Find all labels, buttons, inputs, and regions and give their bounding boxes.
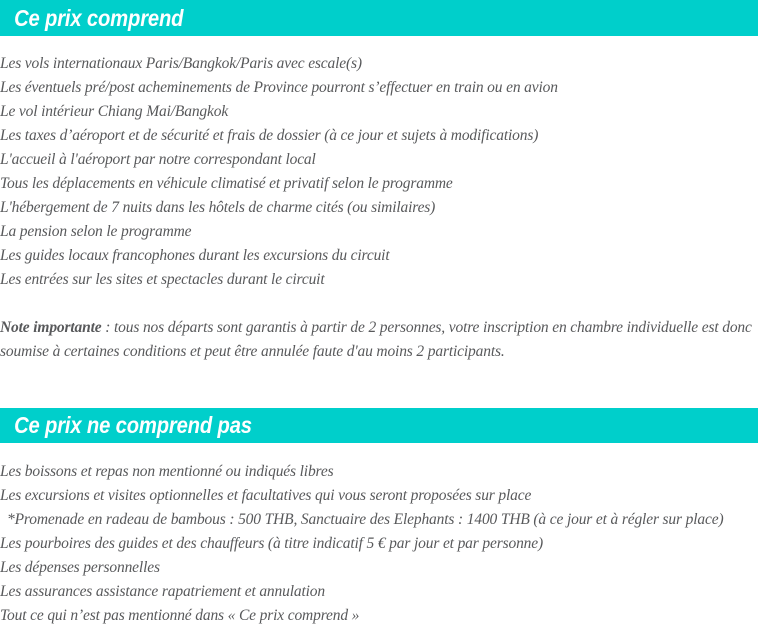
list-item: Les guides locaux francophones durant les excursions du circuit [0, 247, 390, 264]
list-item: L'accueil à l'aéroport par notre correspondant local [0, 151, 316, 168]
list-item: Tout ce qui n’est pas mentionné dans « Ce prix comprend » [0, 607, 360, 624]
excluded-items-list [0, 460, 758, 628]
list-item: Les boissons et repas non mentionné ou indiqués libres [0, 463, 334, 480]
list-item: L'hébergement de 7 nuits dans les hôtels de charme cités (ou similaires) [0, 199, 436, 216]
list-item-sub: *Promenade en radeau de bambous : 500 THB, Sanctuaire des Elephants : 1400 THB (à ce jour et à régler sur place) [7, 511, 724, 528]
list-item: Les vols internationaux Paris/Bangkok/Paris avec escale(s) [0, 55, 362, 72]
section-header-excluded-title: Ce prix ne comprend pas [14, 412, 252, 438]
included-items-list [0, 52, 758, 292]
list-item: Les taxes d’aéroport et de sécurité et frais de dossier (à ce jour et sujets à modifications) [0, 127, 539, 144]
list-item: Le vol intérieur Chiang Mai/Bangkok [0, 103, 229, 120]
list-item: Les dépenses personnelles [0, 559, 160, 576]
list-item: Les excursions et visites optionnelles et facultatives qui vous seront proposées sur place [0, 487, 532, 504]
section-header-included [0, 0, 758, 36]
list-item: Les éventuels pré/post acheminements de Province pourront s’effectuer en train ou en avion [0, 79, 558, 96]
important-note-label: Note importante [0, 319, 102, 336]
list-item: La pension selon le programme [0, 223, 192, 240]
list-item: Les entrées sur les sites et spectacles durant le circuit [0, 271, 325, 288]
section-header-included-title: Ce prix comprend [14, 4, 184, 31]
list-item: Tous les déplacements en véhicule climatisé et privatif selon le programme [0, 175, 453, 192]
important-note-text: : tous nos départs sont garantis à partir de 2 personnes, votre inscription en chambre individuelle est donc soumise à certaines conditions et peut être annulée faute d'au moins 2 participants. [0, 319, 752, 360]
list-item: Les pourboires des guides et des chauffeurs (à titre indicatif 5 € par jour et par personne) [0, 535, 544, 552]
important-note [0, 316, 758, 364]
section-excluded-wrapper [0, 408, 758, 443]
section-header-excluded [0, 408, 758, 443]
list-item: Les assurances assistance rapatriement et annulation [0, 583, 326, 600]
